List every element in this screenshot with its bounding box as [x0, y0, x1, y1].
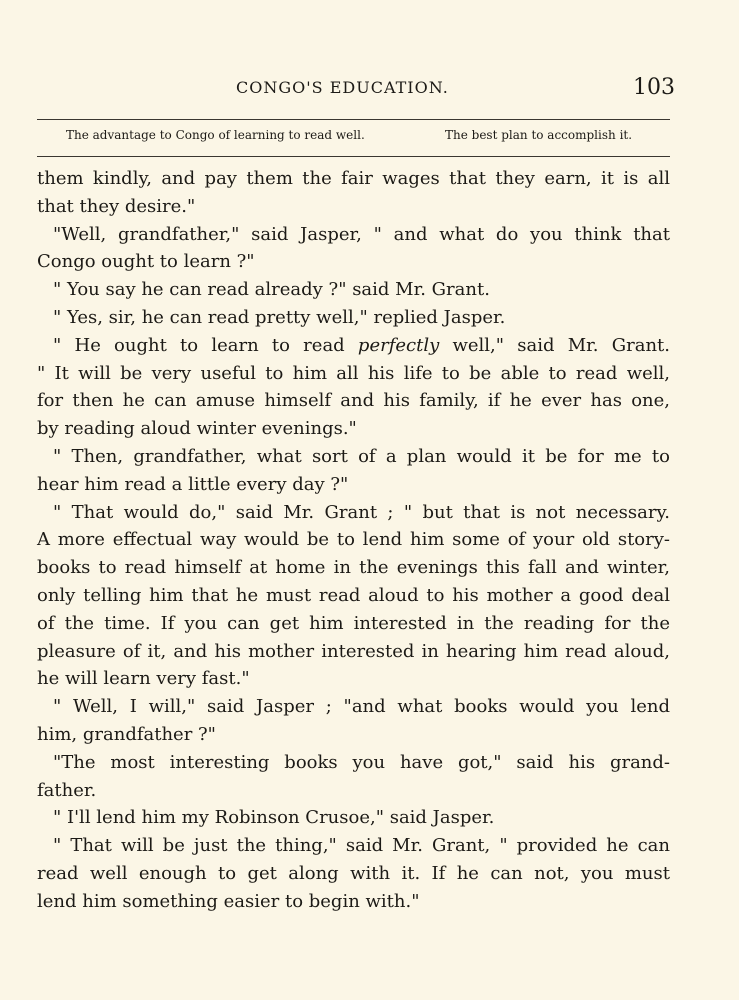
text-segment: well," said Mr. Grant.	[439, 334, 670, 356]
page-number: 103	[633, 75, 675, 100]
text-line: him, grandfather ?"	[37, 723, 216, 745]
text-line: father.	[37, 779, 97, 801]
text-line: " I'll lend him my Robinson Crusoe," said Jasper.	[53, 807, 495, 829]
text-line: lend him something easier to begin with."	[37, 890, 420, 912]
text-line: " Well, I will," said Jasper ; "and what books would you lend	[53, 696, 670, 718]
text-line: pleasure of it, and his mother interested in hearing him read aloud,	[37, 640, 670, 662]
text-line: hear him read a little every day ?"	[37, 473, 349, 495]
text-line: he will learn very fast."	[37, 668, 250, 690]
summary-left: The advantage to Congo of learning to read well.	[66, 128, 365, 142]
body-text	[37, 165, 670, 916]
text-line: " That will be just the thing," said Mr. Grant, " provided he can	[53, 835, 670, 857]
text-line: them kindly, and pay them the fair wages that they earn, it is all	[37, 168, 670, 189]
top-rule	[37, 119, 670, 120]
running-title: CONGO'S EDUCATION.	[236, 78, 449, 97]
text-line: "The most interesting books you have got," said his grand-	[53, 751, 670, 773]
text-line: " It will be very useful to him all his life to be able to read well,	[37, 362, 670, 384]
text-line: books to read himself at home in the evenings this fall and winter,	[37, 557, 670, 579]
text-line-with-emphasis	[37, 332, 670, 360]
text-line: " You say he can read already ?" said Mr. Grant.	[53, 279, 490, 301]
text-line: "Well, grandfather," said Jasper, " and what do you think that	[53, 223, 670, 245]
emphasis-word: perfectly	[357, 334, 440, 356]
summary-right: The best plan to accomplish it.	[445, 128, 633, 142]
text-line: A more effectual way would be to lend him some of your old story-	[37, 529, 670, 551]
text-line: for then he can amuse himself and his family, if he ever has one,	[37, 390, 670, 412]
text-line: " Then, grandfather, what sort of a plan would it be for me to	[53, 445, 670, 467]
text-line: " That would do," said Mr. Grant ; " but that is not necessary.	[53, 501, 670, 523]
text-line: " Yes, sir, he can read pretty well," replied Jasper.	[53, 306, 506, 328]
text-line: of the time. If you can get him interested in the reading for the	[37, 612, 670, 634]
text-line: that they desire."	[37, 195, 196, 217]
bottom-rule	[37, 156, 670, 157]
running-head	[0, 75, 739, 106]
text-line: read well enough to get along with it. If he can not, you must	[37, 862, 670, 884]
text-line: by reading aloud winter evenings."	[37, 418, 357, 440]
text-segment: " He ought to learn to read	[53, 334, 358, 356]
text-line: only telling him that he must read aloud to his mother a good deal	[37, 584, 670, 606]
text-line: Congo ought to learn ?"	[37, 251, 255, 273]
